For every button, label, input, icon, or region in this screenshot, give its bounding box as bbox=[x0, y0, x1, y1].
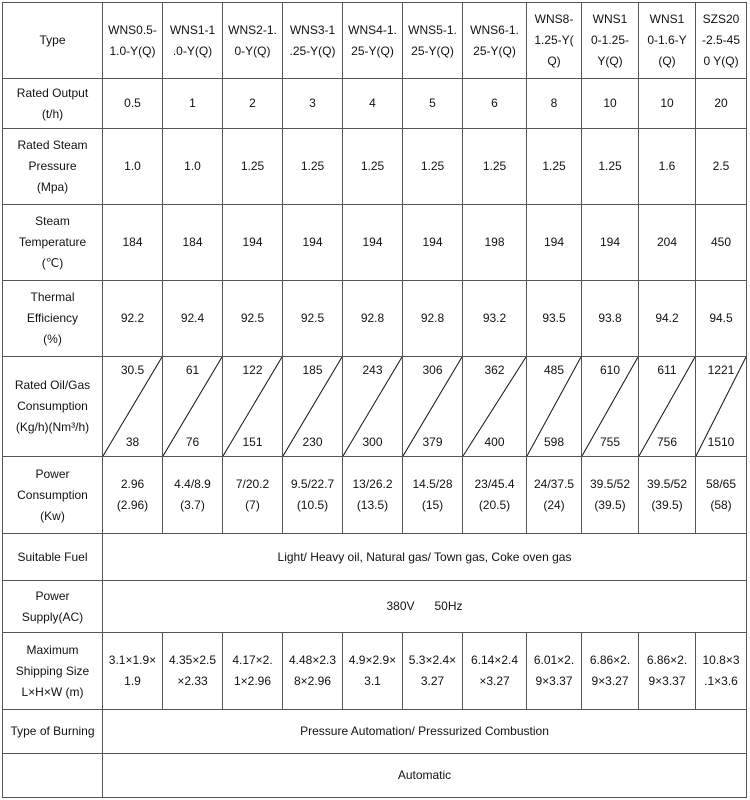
gas-consumption-value: 151 bbox=[242, 435, 263, 449]
steam-pressure-value: 2.5 bbox=[696, 129, 747, 205]
shipping-size-value bbox=[582, 633, 639, 710]
cell-line: (39.5) bbox=[651, 498, 683, 512]
gas-consumption-value: 379 bbox=[422, 435, 443, 449]
cell-line: Suitable Fuel bbox=[17, 549, 88, 564]
steam-temperature-value: 194 bbox=[343, 205, 403, 281]
cell-line: (15) bbox=[421, 498, 444, 512]
cell-line: 58/65 bbox=[705, 477, 737, 491]
rated-output-value: 20 bbox=[696, 79, 747, 129]
oil-gas-value bbox=[403, 357, 463, 457]
cell-line: WNS5-1. bbox=[408, 22, 457, 37]
power-consumption-value bbox=[696, 457, 747, 534]
type-value bbox=[343, 3, 403, 79]
cell-line: ×3.27 bbox=[479, 674, 510, 688]
cell-line: 6.01×2. bbox=[533, 653, 575, 667]
oil-gas-value bbox=[696, 357, 747, 457]
cell-line: WNS1 bbox=[649, 12, 685, 26]
oil-gas-value bbox=[103, 357, 163, 457]
gas-consumption-value: 230 bbox=[302, 435, 323, 449]
type-value bbox=[163, 3, 223, 79]
cell-line: 6.86×2. bbox=[589, 653, 631, 667]
rated-output-value: 3 bbox=[283, 79, 343, 129]
row-oil-gas-consumption bbox=[3, 357, 747, 457]
row-thermal-efficiency bbox=[3, 281, 747, 357]
row-steam-temperature bbox=[3, 205, 747, 281]
cell-line: 7/20.2 bbox=[235, 477, 270, 491]
cell-line: 25-Y(Q) bbox=[411, 43, 454, 58]
cell-line: 4.35×2.5 bbox=[168, 653, 217, 667]
cell-line: 6.86×2. bbox=[646, 653, 688, 667]
steam-temperature-value: 204 bbox=[639, 205, 696, 281]
cell-line: Consumption bbox=[17, 399, 88, 413]
power-consumption-value bbox=[283, 457, 343, 534]
thermal-efficiency-value: 92.2 bbox=[103, 281, 163, 357]
cell-line: 3.27 bbox=[420, 674, 445, 688]
oil-consumption-value: 185 bbox=[302, 363, 323, 377]
cell-line: WNS6-1. bbox=[470, 22, 519, 37]
cell-line: Maximum bbox=[26, 642, 79, 657]
steam-temperature-value: 194 bbox=[403, 205, 463, 281]
type-value bbox=[527, 3, 582, 79]
cell-line: 0-1.6-Y bbox=[647, 33, 687, 47]
rated-output-value: 10 bbox=[582, 79, 639, 129]
cell-line: 25-Y(Q) bbox=[351, 43, 394, 58]
cell-line: Type bbox=[39, 33, 66, 47]
cell-line: 4.48×2.3 bbox=[288, 653, 337, 667]
cell-line: 14.5/28 bbox=[412, 477, 453, 491]
steam-temperature-value: 184 bbox=[163, 205, 223, 281]
cell-line: (Kg/h)(Nm³/h) bbox=[15, 420, 90, 434]
cell-line: 0-1.25- bbox=[590, 33, 630, 47]
cell-line: Q) bbox=[547, 54, 561, 68]
cell-line: WNS3-1 bbox=[289, 22, 336, 37]
row-label bbox=[3, 3, 103, 79]
steam-pressure-value: 1.0 bbox=[163, 129, 223, 205]
thermal-efficiency-value: 92.5 bbox=[223, 281, 283, 357]
cell-line: 1.0-Y(Q) bbox=[109, 43, 156, 58]
cell-line: 6.14×2.4 bbox=[470, 653, 519, 667]
cell-line: 39.5/52 bbox=[589, 477, 631, 491]
thermal-efficiency-value: 92.4 bbox=[163, 281, 223, 357]
cell-line: Rated Oil/Gas bbox=[14, 378, 91, 392]
gas-consumption-value: 755 bbox=[599, 435, 621, 449]
power-consumption-value bbox=[403, 457, 463, 534]
cell-line: 23/45.4 bbox=[474, 477, 515, 491]
power-consumption-value bbox=[343, 457, 403, 534]
rated-output-value: 8 bbox=[527, 79, 582, 129]
power-consumption-value bbox=[582, 457, 639, 534]
cell-line: 9×3.27 bbox=[591, 674, 629, 688]
oil-gas-value bbox=[163, 357, 223, 457]
row-label-empty bbox=[3, 754, 103, 798]
cell-line: .25-Y(Q) bbox=[289, 43, 336, 58]
cell-line: 4.4/8.9 bbox=[174, 477, 211, 491]
cell-line: (Mpa) bbox=[36, 180, 69, 194]
cell-line: .1×3.6 bbox=[704, 674, 738, 688]
thermal-efficiency-value: 94.5 bbox=[696, 281, 747, 357]
cell-line: 9×3.37 bbox=[648, 674, 686, 688]
row-steam-pressure bbox=[3, 129, 747, 205]
row-label bbox=[3, 357, 103, 457]
steam-pressure-value: 1.25 bbox=[343, 129, 403, 205]
gas-consumption-value: 38 bbox=[125, 435, 140, 449]
cell-line: 3.1×1.9× bbox=[108, 653, 157, 667]
steam-pressure-value: 1.6 bbox=[639, 129, 696, 205]
gas-consumption-value: 400 bbox=[484, 435, 505, 449]
oil-consumption-value: 306 bbox=[422, 363, 443, 377]
oil-consumption-value: 122 bbox=[242, 363, 263, 377]
power-consumption-value bbox=[463, 457, 527, 534]
cell-line: WNS2-1. bbox=[228, 22, 277, 37]
cell-line: 24/37.5 bbox=[533, 477, 575, 491]
shipping-size-value bbox=[163, 633, 223, 710]
oil-gas-value bbox=[223, 357, 283, 457]
row-label bbox=[3, 581, 103, 633]
cell-line: Supply(AC) bbox=[21, 609, 84, 624]
oil-consumption-value: 243 bbox=[362, 363, 383, 377]
suitable-fuel-value: Light/ Heavy oil, Natural gas/ Town gas, Coke oven gas bbox=[103, 534, 747, 581]
cell-line: 1.25-Y( bbox=[534, 33, 574, 47]
cell-line: (2.96) bbox=[116, 498, 149, 512]
cell-line: Y(Q) bbox=[597, 54, 623, 68]
steam-pressure-value: 1.25 bbox=[223, 129, 283, 205]
cell-line: (13.5) bbox=[356, 498, 389, 512]
power-consumption-value bbox=[163, 457, 223, 534]
oil-consumption-value: 362 bbox=[484, 363, 505, 377]
cell-line: Rated Output bbox=[16, 85, 89, 100]
type-value bbox=[283, 3, 343, 79]
steam-temperature-value: 184 bbox=[103, 205, 163, 281]
cell-line: Consumption bbox=[17, 487, 88, 502]
cell-line: 25-Y(Q) bbox=[473, 43, 516, 58]
type-of-burning-value: Pressure Automation/ Pressurized Combustion bbox=[103, 710, 747, 754]
power-consumption-value bbox=[103, 457, 163, 534]
gas-consumption-value: 1510 bbox=[707, 435, 735, 449]
cell-line: (39.5) bbox=[594, 498, 626, 512]
shipping-size-value bbox=[403, 633, 463, 710]
rated-output-value: 0.5 bbox=[103, 79, 163, 129]
cell-line: Type of Burning bbox=[10, 724, 95, 738]
cell-line: 9.5/22.7 bbox=[290, 477, 335, 491]
cell-line: Rated Steam bbox=[17, 138, 88, 152]
steam-temperature-value: 194 bbox=[283, 205, 343, 281]
row-power-consumption bbox=[3, 457, 747, 534]
cell-line: 0-Y(Q) bbox=[234, 43, 271, 58]
cell-line: Steam bbox=[35, 214, 70, 228]
steam-temperature-value: 198 bbox=[463, 205, 527, 281]
row-label bbox=[3, 79, 103, 129]
oil-consumption-value: 485 bbox=[543, 363, 565, 377]
shipping-size-value bbox=[223, 633, 283, 710]
rated-output-value: 5 bbox=[403, 79, 463, 129]
rated-output-value: 2 bbox=[223, 79, 283, 129]
thermal-efficiency-value: 92.8 bbox=[403, 281, 463, 357]
cell-line: 4.17×2. bbox=[232, 653, 273, 667]
cell-line: 5.3×2.4× bbox=[408, 653, 457, 667]
control-value: Automatic bbox=[103, 754, 747, 798]
row-control bbox=[3, 754, 747, 798]
cell-line: 1.9 bbox=[124, 674, 141, 688]
cell-line: 1×2.96 bbox=[233, 674, 272, 688]
oil-consumption-value: 610 bbox=[599, 363, 621, 377]
cell-line: 39.5/52 bbox=[646, 477, 688, 491]
cell-line: Efficiency bbox=[26, 311, 79, 325]
oil-gas-value bbox=[463, 357, 527, 457]
row-rated-output bbox=[3, 79, 747, 129]
row-power-supply bbox=[3, 581, 747, 633]
row-type bbox=[3, 3, 747, 79]
oil-consumption-value: 611 bbox=[657, 363, 677, 377]
cell-line: 10.8×3 bbox=[702, 653, 740, 667]
cell-line: Temperature bbox=[18, 235, 87, 249]
cell-line: 8×2.96 bbox=[293, 674, 332, 688]
cell-line: WNS4-1. bbox=[348, 22, 397, 37]
steam-pressure-value: 1.0 bbox=[103, 129, 163, 205]
cell-line: WNS8- bbox=[534, 12, 574, 26]
shipping-size-value bbox=[283, 633, 343, 710]
oil-consumption-value: 30.5 bbox=[120, 363, 145, 377]
type-value bbox=[463, 3, 527, 79]
cell-line: ×2.33 bbox=[177, 674, 208, 688]
oil-gas-value bbox=[343, 357, 403, 457]
steam-pressure-value: 1.25 bbox=[283, 129, 343, 205]
row-label bbox=[3, 281, 103, 357]
steam-pressure-value: 1.25 bbox=[582, 129, 639, 205]
cell-line: L×H×W (m) bbox=[21, 684, 84, 699]
rated-output-value: 6 bbox=[463, 79, 527, 129]
cell-line: WNS1 bbox=[592, 12, 628, 26]
cell-line: -2.5-45 bbox=[701, 33, 741, 47]
row-label bbox=[3, 457, 103, 534]
gas-consumption-value: 76 bbox=[185, 435, 200, 449]
steam-temperature-value: 194 bbox=[582, 205, 639, 281]
cell-line: 2.96 bbox=[120, 477, 145, 491]
cell-line: 9×3.37 bbox=[535, 674, 573, 688]
steam-pressure-value: 1.25 bbox=[527, 129, 582, 205]
cell-line: Pressure bbox=[28, 159, 77, 173]
row-label bbox=[3, 205, 103, 281]
cell-line: 13/26.2 bbox=[352, 477, 393, 491]
cell-line: (℃) bbox=[41, 256, 64, 270]
row-shipping-size bbox=[3, 633, 747, 710]
cell-line: (7) bbox=[245, 498, 260, 512]
row-type-of-burning bbox=[3, 710, 747, 754]
row-label bbox=[3, 129, 103, 205]
thermal-efficiency-value: 93.2 bbox=[463, 281, 527, 357]
steam-pressure-value: 1.25 bbox=[463, 129, 527, 205]
cell-line: (10.5) bbox=[296, 498, 329, 512]
cell-line: Power bbox=[35, 588, 70, 603]
cell-line: WNS0.5- bbox=[108, 22, 157, 37]
cell-line: 0 Y(Q) bbox=[703, 54, 739, 68]
cell-line: (24) bbox=[543, 498, 565, 512]
power-supply-value: 380V 50Hz bbox=[103, 581, 747, 633]
cell-line: 4.9×2.9× bbox=[348, 653, 397, 667]
shipping-size-value bbox=[103, 633, 163, 710]
power-consumption-value bbox=[639, 457, 696, 534]
cell-line: Shipping Size bbox=[15, 663, 90, 678]
shipping-size-value bbox=[696, 633, 747, 710]
cell-line: WNS1-1 bbox=[169, 22, 216, 37]
cell-line: .0-Y(Q) bbox=[172, 43, 213, 58]
thermal-efficiency-value: 92.8 bbox=[343, 281, 403, 357]
cell-line: (%) bbox=[43, 332, 62, 346]
cell-line: (3.7) bbox=[180, 498, 205, 512]
gas-consumption-value: 598 bbox=[543, 435, 565, 449]
shipping-size-value bbox=[639, 633, 696, 710]
type-value bbox=[103, 3, 163, 79]
thermal-efficiency-value: 93.8 bbox=[582, 281, 639, 357]
cell-line: (58) bbox=[710, 498, 732, 512]
oil-gas-value bbox=[582, 357, 639, 457]
shipping-size-value bbox=[343, 633, 403, 710]
rated-output-value: 4 bbox=[343, 79, 403, 129]
steam-temperature-value: 194 bbox=[527, 205, 582, 281]
shipping-size-value bbox=[463, 633, 527, 710]
cell-line: (t/h) bbox=[41, 106, 64, 121]
rated-output-value: 1 bbox=[163, 79, 223, 129]
shipping-size-value bbox=[527, 633, 582, 710]
rated-output-value: 10 bbox=[639, 79, 696, 129]
type-value bbox=[639, 3, 696, 79]
type-value bbox=[696, 3, 747, 79]
thermal-efficiency-value: 93.5 bbox=[527, 281, 582, 357]
cell-line: SZS20 bbox=[702, 12, 740, 26]
oil-gas-value bbox=[527, 357, 582, 457]
cell-line: 3.1 bbox=[364, 674, 381, 688]
type-value bbox=[403, 3, 463, 79]
power-consumption-value bbox=[223, 457, 283, 534]
row-suitable-fuel bbox=[3, 534, 747, 581]
thermal-efficiency-value: 94.2 bbox=[639, 281, 696, 357]
thermal-efficiency-value: 92.5 bbox=[283, 281, 343, 357]
cell-line: Power bbox=[35, 466, 70, 481]
oil-consumption-value: 61 bbox=[185, 363, 200, 377]
power-consumption-value bbox=[527, 457, 582, 534]
type-value bbox=[223, 3, 283, 79]
cell-line: (Kw) bbox=[40, 508, 65, 523]
oil-gas-value bbox=[639, 357, 696, 457]
row-label bbox=[3, 633, 103, 710]
steam-temperature-value: 194 bbox=[223, 205, 283, 281]
gas-consumption-value: 756 bbox=[656, 435, 678, 449]
boiler-spec-table bbox=[2, 2, 747, 798]
steam-temperature-value: 450 bbox=[696, 205, 747, 281]
cell-line: Thermal bbox=[30, 290, 75, 304]
row-label bbox=[3, 534, 103, 581]
cell-line: (Q) bbox=[658, 54, 676, 68]
gas-consumption-value: 300 bbox=[362, 435, 383, 449]
oil-gas-value bbox=[283, 357, 343, 457]
row-label bbox=[3, 710, 103, 754]
oil-consumption-value: 1221 bbox=[707, 363, 735, 377]
steam-pressure-value: 1.25 bbox=[403, 129, 463, 205]
type-value bbox=[582, 3, 639, 79]
cell-line: (20.5) bbox=[478, 498, 511, 512]
